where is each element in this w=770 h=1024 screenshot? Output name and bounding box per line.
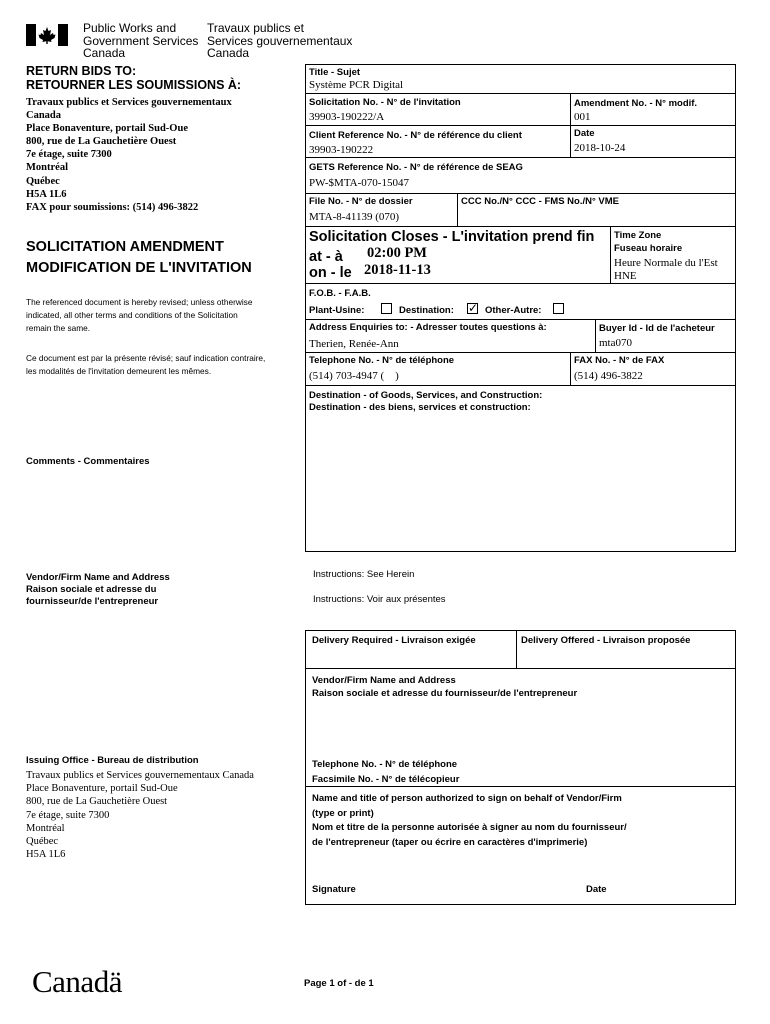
address-line: H5A 1L6	[26, 188, 67, 200]
address-line: Canada	[26, 110, 62, 122]
dept-fr-line: Travaux publics et	[207, 21, 304, 35]
issuing-line: Travaux publics et Services gouvernementaux Canada	[26, 770, 254, 781]
client-reference-value: 39903-190222	[309, 144, 374, 156]
ccc-no-label: CCC No./N° CCC - FMS No./N° VME	[461, 196, 620, 207]
department-name-en	[83, 22, 198, 60]
date-value: 2018-10-24	[574, 142, 626, 154]
amendment-text-line: Ce document est par la présente révisé; sauf indication contraire,	[26, 353, 266, 363]
destination-goods-label	[309, 390, 542, 414]
amendment-text-line: remain the same.	[26, 323, 91, 333]
delivery-required-label: Delivery Required - Livraison exigée	[312, 635, 476, 646]
vendor-label-line: Raison sociale et adresse du	[26, 584, 157, 595]
department-name-fr	[207, 22, 352, 60]
other-autre-checkbox[interactable]	[553, 303, 564, 314]
time-zone-value-line: Heure Normale du l'Est	[614, 257, 718, 269]
file-no-value: MTA-8-41139 (070)	[309, 211, 400, 223]
address-line: Place Bonaventure, portail Sud-Oue	[26, 123, 188, 135]
buyer-id-label: Buyer Id - Id de l'acheteur	[599, 323, 715, 334]
fax-no-label: FAX No. - N° de FAX	[574, 355, 665, 366]
vendor-label-line: fournisseur/de l'entrepreneur	[26, 596, 159, 607]
solicitation-no-value: 39903-190222/A	[309, 111, 385, 123]
amendment-text-line: indicated, all other terms and conditions of the Solicitation	[26, 310, 238, 320]
canada-wordmark: Canadä	[32, 964, 122, 999]
canada-flag-icon	[26, 24, 68, 46]
address-line: Montréal	[26, 162, 68, 174]
authorized-line: Nom et titre de la personne autorisée à signer au nom du fournisseur/	[312, 822, 627, 833]
time-zone-label-fr: Fuseau horaire	[614, 243, 683, 254]
fax-for-bids: FAX pour soumissions: (514) 496-3822	[26, 201, 199, 213]
dept-fr-line: Canada	[207, 46, 250, 60]
gets-reference-label: GETS Reference No. - N° de référence de SEAG	[309, 162, 523, 173]
title-value: Système PCR Digital	[309, 79, 404, 91]
destination-label: Destination:	[399, 305, 454, 316]
amendment-text-fr	[26, 352, 265, 378]
on-label: on - le	[309, 265, 352, 281]
solicitation-no-label: Solicitation No. - N° de l'invitation	[309, 97, 461, 108]
page-number: Page 1 of - de 1	[304, 978, 374, 989]
buyer-id-value: mta070	[599, 337, 632, 349]
address-line: 7e étage, suite 7300	[26, 149, 112, 161]
issuing-office-address	[26, 769, 254, 861]
amendment-text-line: les modalités de l'invitation demeurent les mêmes.	[26, 366, 212, 376]
dept-fr-line: Services gouvernementaux	[207, 33, 353, 48]
issuing-line: Montréal	[26, 822, 65, 834]
dept-en-line: Public Works and	[83, 21, 177, 35]
telephone-label: Telephone No. - N° de téléphone	[309, 355, 455, 366]
delivery-offered-label: Delivery Offered - Livraison proposée	[521, 635, 691, 646]
plant-usine-checkbox[interactable]	[381, 303, 392, 314]
amendment-text-en	[26, 296, 252, 335]
fob-label: F.O.B. - F.A.B.	[309, 288, 371, 299]
signature-date-label: Date	[586, 884, 607, 895]
address-enquiries-value: Therien, Renée-Ann	[309, 338, 399, 350]
address-line: 800, rue de La Gauchetière Ouest	[26, 136, 177, 148]
checkmark-icon: ✓	[468, 301, 479, 315]
return-bids-address	[26, 96, 232, 214]
amendment-no-value: 001	[574, 111, 591, 123]
vendor-label-line: Vendor/Firm Name and Address	[26, 572, 170, 583]
amendment-title	[26, 237, 252, 279]
dept-en-line: Government Services	[83, 33, 199, 48]
file-no-label: File No. - N° de dossier	[309, 196, 413, 207]
vendor-firm-label	[26, 572, 170, 608]
issuing-line: H5A 1L6	[26, 849, 66, 861]
authorized-line: Name and title of person authorized to sign on behalf of Vendor/Firm	[312, 793, 622, 804]
issuing-office-label: Issuing Office - Bureau de distribution	[26, 755, 199, 766]
signature-label: Signature	[312, 884, 356, 895]
vendor-firm-name-fr: Raison sociale et adresse du fournisseur/de l'entrepreneur	[312, 688, 578, 699]
instructions-en: Instructions: See Herein	[313, 569, 415, 580]
address-line: Travaux publics et Services gouvernementaux	[26, 97, 232, 108]
title-label: Title - Sujet	[309, 67, 361, 78]
closing-date-value: 2018-11-13	[364, 262, 431, 278]
address-line: Québec	[26, 175, 60, 187]
date-label: Date	[574, 128, 595, 139]
telephone-value: (514) 703-4947 ( )	[309, 370, 399, 382]
address-enquiries-label: Address Enquiries to: - Adresser toutes questions à:	[309, 322, 547, 333]
authorized-line: (type or print)	[312, 807, 374, 819]
destination-checkbox[interactable]	[467, 303, 478, 314]
amendment-title-en: SOLICITATION AMENDMENT	[26, 239, 224, 255]
vendor-firm-name-en: Vendor/Firm Name and Address	[312, 675, 456, 686]
issuing-line: 7e étage, suite 7300	[26, 809, 110, 821]
return-bids-title	[26, 64, 241, 92]
plant-usine-label: Plant-Usine:	[309, 305, 365, 316]
time-zone-label-en: Time Zone	[614, 230, 662, 241]
vendor-firm-name-label	[312, 674, 577, 700]
dept-en-line: Canada	[83, 46, 126, 60]
closing-time-value: 02:00 PM	[367, 245, 427, 261]
fax-no-value: (514) 496-3822	[574, 370, 643, 382]
authorized-person-label	[312, 792, 627, 850]
comments-label: Comments - Commentaires	[26, 456, 150, 467]
amendment-text-line: The referenced document is hereby revised; unless otherwise	[26, 297, 253, 307]
at-label: at - à	[309, 249, 343, 265]
other-autre-label: Other-Autre:	[485, 305, 542, 316]
time-zone-label	[614, 229, 682, 255]
return-bids-title-en: RETURN BIDS TO:	[26, 64, 137, 78]
issuing-line: 800, rue de La Gauchetière Ouest	[26, 796, 168, 808]
time-zone-value-line: HNE	[614, 269, 637, 282]
authorized-line: de l'entrepreneur (taper ou écrire en caractères d'imprimerie)	[312, 836, 588, 848]
time-zone-value	[614, 257, 718, 282]
issuing-line: Place Bonaventure, portail Sud-Oue	[26, 783, 178, 795]
gets-reference-value: PW-$MTA-070-15047	[309, 177, 409, 189]
destination-goods-en: Destination - of Goods, Services, and Construction:	[309, 390, 543, 401]
client-reference-label: Client Reference No. - N° de référence du client	[309, 130, 522, 141]
amendment-no-label: Amendment No. - N° modif.	[574, 98, 698, 109]
return-bids-title-fr: RETOURNER LES SOUMISSIONS À:	[26, 78, 242, 92]
vendor-telephone-label: Telephone No. - N° de téléphone	[312, 759, 458, 770]
vendor-facsimile-label: Facsimile No. - N° de télécopieur	[312, 774, 460, 785]
amendment-title-fr: MODIFICATION DE L'INVITATION	[26, 260, 252, 276]
solicitation-closes-label: Solicitation Closes - L'invitation prend fin	[309, 229, 595, 245]
issuing-line: Québec	[26, 836, 59, 848]
destination-goods-fr: Destination - des biens, services et construction:	[309, 402, 531, 413]
instructions-fr: Instructions: Voir aux présentes	[313, 594, 446, 605]
